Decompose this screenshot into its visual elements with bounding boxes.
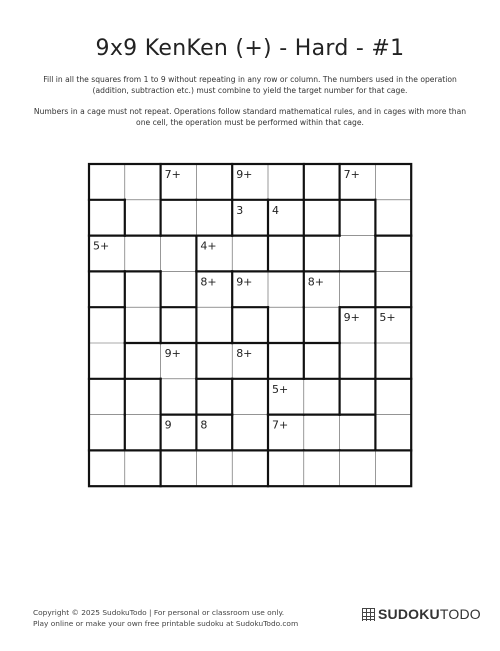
grid-cell[interactable] xyxy=(268,343,304,379)
grid-cell[interactable] xyxy=(375,271,411,307)
cage-clue: 8+ xyxy=(236,347,253,360)
grid-cell[interactable] xyxy=(304,415,340,451)
grid-cell[interactable] xyxy=(89,200,125,236)
grid-cell[interactable] xyxy=(125,307,161,343)
grid-cell[interactable] xyxy=(304,450,340,486)
grid-cell[interactable] xyxy=(304,236,340,272)
grid-cell[interactable] xyxy=(340,415,376,451)
cage-clue: 5+ xyxy=(272,382,289,396)
cage-clue: 9+ xyxy=(343,311,360,325)
grid-cell[interactable] xyxy=(375,415,411,451)
grid-cell[interactable] xyxy=(161,236,197,272)
grid-cell[interactable] xyxy=(304,200,340,236)
grid-cell[interactable] xyxy=(196,450,232,486)
cage-clue: 9 xyxy=(164,418,172,432)
cage-clue: 5+ xyxy=(379,311,396,325)
cage-clue: 8 xyxy=(200,418,208,432)
grid-cell[interactable] xyxy=(268,307,304,343)
cage-clue: 9+ xyxy=(236,168,253,181)
instructions-paragraph-1: Fill in all the squares from 1 to 9 without repeating in any row or column. The numbers used in the operation (addition, subtraction etc.) must combine to yield the target number for that cage. xyxy=(43,75,457,95)
cage-clue: 9+ xyxy=(164,347,181,360)
footer-tagline: Play online or make your own free printable sudoku at SudokuTodo.com xyxy=(33,619,299,628)
logo-text-bold: SUDOKU xyxy=(378,606,440,622)
grid-cell[interactable] xyxy=(340,379,376,415)
grid-cell[interactable] xyxy=(375,450,411,486)
grid-cell[interactable] xyxy=(304,343,340,379)
grid-logo-icon xyxy=(362,608,375,621)
grid-cell[interactable] xyxy=(161,307,197,343)
grid-cell[interactable] xyxy=(268,271,304,307)
grid-cell[interactable] xyxy=(125,200,161,236)
logo-text-light: TODO xyxy=(439,606,481,622)
grid-cell[interactable] xyxy=(161,379,197,415)
grid-cell[interactable] xyxy=(196,379,232,415)
page-title: 9x9 KenKen (+) - Hard - #1 xyxy=(95,36,405,61)
grid-cell[interactable] xyxy=(340,343,376,379)
grid-cell[interactable] xyxy=(125,164,161,200)
grid-cell[interactable] xyxy=(304,379,340,415)
grid-cell[interactable] xyxy=(375,236,411,272)
grid-cell[interactable] xyxy=(89,379,125,415)
grid-cell[interactable] xyxy=(340,200,376,236)
grid-cell[interactable] xyxy=(375,343,411,379)
grid-cell[interactable] xyxy=(125,343,161,379)
cage-clue: 3 xyxy=(236,203,244,217)
cage-clue: 8+ xyxy=(200,275,217,289)
grid-cell[interactable] xyxy=(89,164,125,200)
grid-cell[interactable] xyxy=(304,307,340,343)
grid-cell[interactable] xyxy=(340,236,376,272)
grid-cell[interactable] xyxy=(89,271,125,307)
grid-cell[interactable] xyxy=(196,343,232,379)
grid-cell[interactable] xyxy=(232,415,268,451)
grid-cell[interactable] xyxy=(196,164,232,200)
instructions-paragraph-2: Numbers in a cage must not repeat. Operations follow standard mathematical rules, and in cages with more than one cell, the operation must be performed within that cage. xyxy=(33,107,467,127)
grid-cell[interactable] xyxy=(125,271,161,307)
grid-cell[interactable] xyxy=(196,200,232,236)
cage-clue: 7+ xyxy=(272,418,289,432)
grid-cell[interactable] xyxy=(89,307,125,343)
grid-cell[interactable] xyxy=(232,450,268,486)
cage-clue: 7+ xyxy=(343,168,360,181)
cage-clue: 4+ xyxy=(200,239,217,253)
grid-cell[interactable] xyxy=(161,450,197,486)
grid-cell[interactable] xyxy=(268,450,304,486)
sudokutodo-logo xyxy=(362,604,481,624)
grid-cell[interactable] xyxy=(125,415,161,451)
grid-cell[interactable] xyxy=(125,236,161,272)
cage-clue: 8+ xyxy=(307,275,325,289)
grid-cell[interactable] xyxy=(232,236,268,272)
cage-clue: 9+ xyxy=(236,275,253,289)
grid-cell[interactable] xyxy=(304,164,340,200)
grid-cell[interactable] xyxy=(375,379,411,415)
grid-cell[interactable] xyxy=(89,415,125,451)
grid-cell[interactable] xyxy=(161,200,197,236)
grid-cell[interactable] xyxy=(89,343,125,379)
cage-clue: 5+ xyxy=(93,239,110,253)
grid-cell[interactable] xyxy=(340,271,376,307)
grid-cell[interactable] xyxy=(125,379,161,415)
grid-cell[interactable] xyxy=(375,200,411,236)
grid-cell[interactable] xyxy=(232,307,268,343)
grid-cell[interactable] xyxy=(375,164,411,200)
cage-clue: 4 xyxy=(272,203,279,217)
cage-clue: 7+ xyxy=(164,168,181,181)
grid-cell[interactable] xyxy=(89,450,125,486)
grid-cell[interactable] xyxy=(125,450,161,486)
grid-cell[interactable] xyxy=(196,307,232,343)
grid-cell[interactable] xyxy=(340,450,376,486)
grid-cell[interactable] xyxy=(161,271,197,307)
grid-cell[interactable] xyxy=(232,379,268,415)
grid-cell[interactable] xyxy=(268,164,304,200)
footer-text xyxy=(33,607,298,629)
grid-cell[interactable] xyxy=(268,236,304,272)
footer-copyright: Copyright © 2025 SudokuTodo | For personal or classroom use only. xyxy=(33,608,285,617)
